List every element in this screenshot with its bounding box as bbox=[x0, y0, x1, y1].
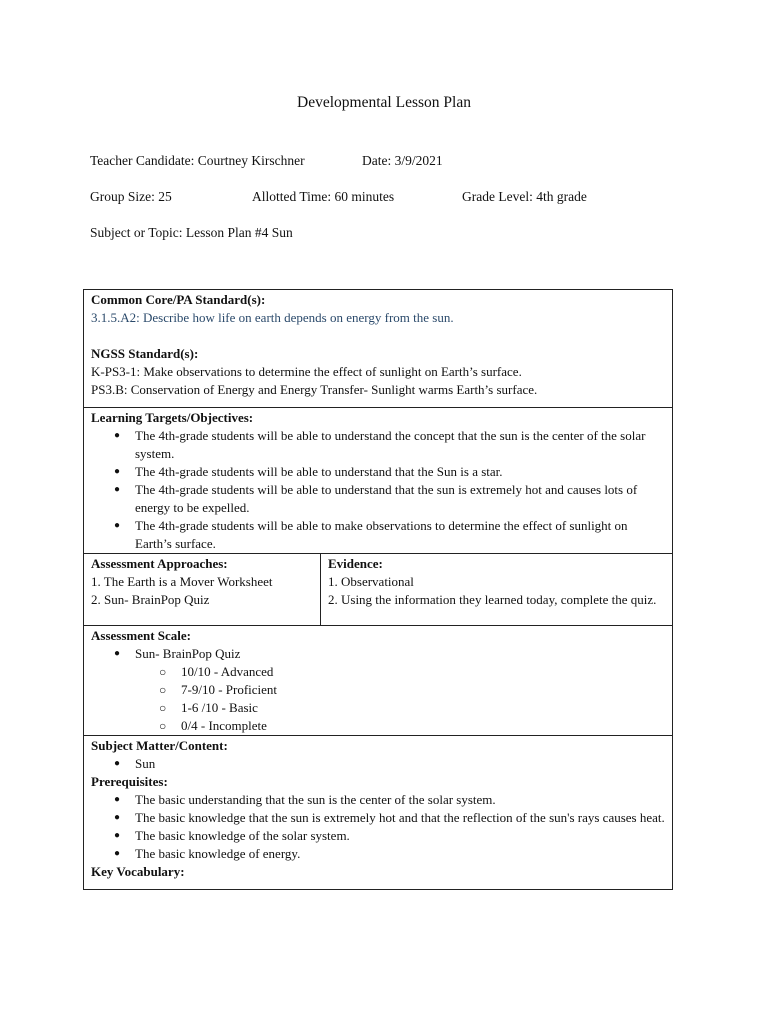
ngss-standard: PS3.B: Conservation of Energy and Energy Transfer- Sunlight warms Earth’s surface. bbox=[91, 382, 538, 397]
list-item: ● Sun- BrainPop Quiz bbox=[135, 645, 666, 663]
list-item: ● The basic understanding that the sun is the center of the solar system. bbox=[135, 791, 666, 809]
list-item: ● The basic knowledge of the solar system. bbox=[135, 827, 666, 845]
assessment-row bbox=[84, 554, 673, 626]
objectives-row bbox=[84, 408, 673, 554]
list-item: ● The 4th-grade students will be able to understand that the Sun is a star. bbox=[135, 463, 666, 481]
scale-level: ○ 10/10 - Advanced bbox=[181, 663, 666, 681]
evidence-item: 2. Using the information they learned today, complete the quiz. bbox=[328, 592, 657, 607]
list-item: ● The basic knowledge of energy. bbox=[135, 845, 666, 863]
key-vocabulary-heading: Key Vocabulary: bbox=[91, 864, 185, 879]
objectives-list bbox=[91, 427, 666, 553]
lesson-plan-table bbox=[83, 289, 673, 890]
common-core-heading: Common Core/PA Standard(s): bbox=[91, 292, 266, 307]
assessment-scale-cell bbox=[84, 626, 673, 736]
scale-row bbox=[84, 626, 673, 736]
grade-level: Grade Level: 4th grade bbox=[462, 189, 587, 204]
scale-level: ○ 0/4 - Incomplete bbox=[181, 717, 666, 735]
assessment-scale-heading: Assessment Scale: bbox=[91, 628, 192, 643]
standards-cell bbox=[84, 290, 673, 408]
assessment-approaches-cell bbox=[84, 554, 321, 626]
ngss-standard: K-PS3-1: Make observations to determine the effect of sunlight on Earth’s surface. bbox=[91, 364, 522, 379]
teacher-candidate: Teacher Candidate: Courtney Kirschner bbox=[90, 153, 305, 168]
list-item: ● The 4th-grade students will be able to make observations to determine the effect of sunlight on Earth’s surface. bbox=[135, 517, 666, 553]
prerequisites-heading: Prerequisites: bbox=[91, 774, 168, 789]
evidence-item: 1. Observational bbox=[328, 574, 414, 589]
prerequisites-list bbox=[91, 791, 666, 863]
evidence-cell bbox=[321, 554, 673, 626]
spacer bbox=[91, 327, 666, 345]
scale-level: ○ 1-6 /10 - Basic bbox=[181, 699, 666, 717]
common-core-standard: 3.1.5.A2: Describe how life on earth depends on energy from the sun. bbox=[91, 310, 454, 325]
subject-topic: Subject or Topic: Lesson Plan #4 Sun bbox=[90, 225, 293, 240]
scale-level: ○ 7-9/10 - Proficient bbox=[181, 681, 666, 699]
objectives-cell bbox=[84, 408, 673, 554]
lesson-date: Date: 3/9/2021 bbox=[362, 153, 443, 168]
page-title: Developmental Lesson Plan bbox=[297, 94, 471, 111]
list-item: ● The 4th-grade students will be able to understand the concept that the sun is the center of the solar system. bbox=[135, 427, 666, 463]
list-item: ● The 4th-grade students will be able to understand that the sun is extremely hot and causes lots of energy to be expelled. bbox=[135, 481, 666, 517]
scale-list bbox=[91, 645, 666, 663]
standards-row bbox=[84, 290, 673, 408]
allotted-time: Allotted Time: 60 minutes bbox=[252, 189, 395, 204]
subject-matter-cell bbox=[84, 736, 673, 890]
assessment-approaches-heading: Assessment Approaches: bbox=[91, 556, 228, 571]
list-item: ● The basic knowledge that the sun is extremely hot and that the reflection of the sun's rays causes heat. bbox=[135, 809, 666, 827]
assessment-approach: 2. Sun- BrainPop Quiz bbox=[91, 592, 210, 607]
scale-levels-list bbox=[91, 663, 666, 735]
list-item: ● Sun bbox=[135, 755, 666, 773]
evidence-heading: Evidence: bbox=[328, 556, 383, 571]
content-list bbox=[91, 755, 666, 773]
subject-matter-heading: Subject Matter/Content: bbox=[91, 738, 228, 753]
objectives-heading: Learning Targets/Objectives: bbox=[91, 410, 254, 425]
group-size: Group Size: 25 bbox=[90, 189, 172, 204]
assessment-approach: 1. The Earth is a Mover Worksheet bbox=[91, 574, 273, 589]
content-row bbox=[84, 736, 673, 890]
ngss-heading: NGSS Standard(s): bbox=[91, 346, 199, 361]
